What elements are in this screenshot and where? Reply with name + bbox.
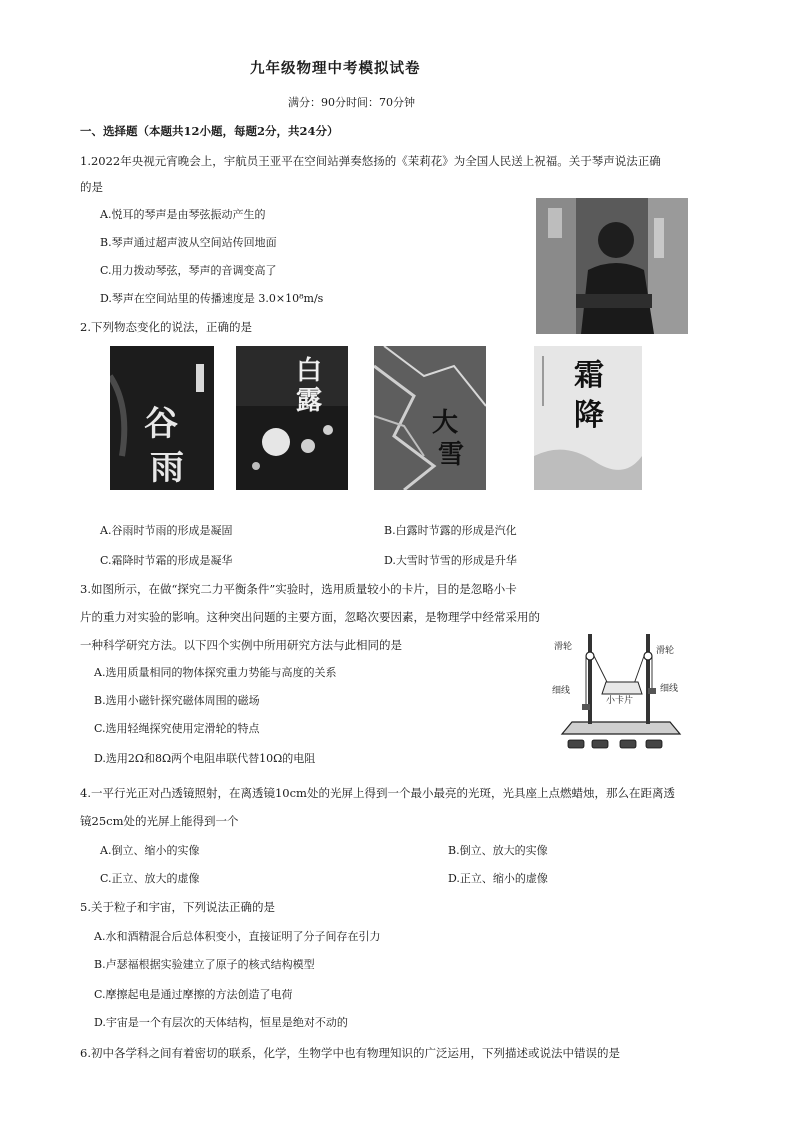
q2-image-shuangjiang (534, 346, 642, 490)
q4-option-a: A.倒立、缩小的实像 (100, 844, 200, 857)
q3-option-d: D.选用2Ω和8Ω两个电阻串联代替10Ω的电阻 (94, 752, 316, 765)
q2-option-b: B.白露时节露的形成是汽化 (384, 524, 517, 537)
q1-stem-line1: 1.2022年央视元宵晚会上，宇航员王亚平在空间站弹奏悠扬的《茉莉花》为全国人民送上祝福。关于琴声说法正确 (80, 154, 661, 168)
q4-stem-line1: 4.一平行光正对凸透镜照射，在离透镜10cm处的光屏上得到一个最小最亮的光斑，光具座上点燃蜡烛，那么在距离透 (80, 786, 675, 800)
q2-image-daxue-char2: 雪 (438, 440, 465, 470)
q3-label-pulley-left: 滑轮 (554, 642, 573, 652)
q3-option-c: C.选用轻绳探究使用定滑轮的特点 (94, 722, 260, 735)
q5-option-b: B.卢瑟福根据实验建立了原子的核式结构模型 (94, 958, 315, 971)
q3-option-a: A.选用质量相同的物体探究重力势能与高度的关系 (94, 666, 337, 679)
q3-stem-line2: 片的重力对实验的影响。这种突出问题的主要方面，忽略次要因素，是物理学中经常采用的 (80, 610, 540, 624)
section-heading: 一、选择题（本题共12小题，每题2分，共24分） (80, 124, 339, 138)
q3-label-string-right: 细线 (660, 684, 679, 694)
q2-image-guyu-char2: 雨 (150, 448, 184, 488)
q3-label-card: 小卡片 (606, 696, 634, 706)
q3-stem-line3: 一种科学研究方法。以下四个实例中所用研究方法与此相同的是 (80, 638, 402, 652)
q5-option-c: C.摩擦起电是通过摩擦的方法创造了电荷 (94, 988, 293, 1001)
q2-image-daxue (374, 346, 486, 490)
q4-option-c: C.正立、放大的虚像 (100, 872, 200, 885)
q2-image-guyu (110, 346, 214, 490)
q3-stem-line1: 3.如图所示，在做“探究二力平衡条件”实验时，选用质量较小的卡片，目的是忽略小卡 (80, 582, 517, 596)
q4-option-d: D.正立、缩小的虚像 (448, 872, 548, 885)
q1-stem-line2: 的是 (80, 180, 103, 194)
page-title: 九年级物理中考模拟试卷 (250, 60, 421, 77)
q2-image-shuangjiang-char2: 降 (574, 398, 604, 433)
q1-astronaut-photo (536, 198, 688, 334)
q2-image-shuangjiang-char1: 霜 (574, 358, 604, 393)
q5-option-a: A.水和酒精混合后总体积变小，直接证明了分子间存在引力 (94, 930, 381, 943)
q1-option-a: A.悦耳的琴声是由琴弦振动产生的 (100, 208, 266, 221)
q5-option-d: D.宇宙是一个有层次的天体结构，恒星是绝对不动的 (94, 1016, 348, 1029)
q3-label-pulley-right: 滑轮 (656, 646, 675, 656)
q4-option-b: B.倒立、放大的实像 (448, 844, 548, 857)
q2-option-d: D.大雪时节雪的形成是升华 (384, 554, 517, 567)
q2-image-guyu-char1: 谷 (144, 404, 178, 444)
q2-image-bailu-char2: 露 (296, 386, 323, 416)
q5-stem: 5.关于粒子和宇宙，下列说法正确的是 (80, 900, 275, 914)
q2-option-a: A.谷雨时节雨的形成是凝固 (100, 524, 233, 537)
q1-option-b: B.琴声通过超声波从空间站传回地面 (100, 236, 277, 249)
q2-image-daxue-char1: 大 (432, 408, 459, 438)
q1-option-c: C.用力拨动琴弦，琴声的音调变高了 (100, 264, 277, 277)
q2-image-bailu-char1: 白 (296, 356, 323, 386)
q2-option-c: C.霜降时节霜的形成是凝华 (100, 554, 233, 567)
q2-image-bailu (236, 346, 348, 490)
exam-subtitle: 满分：90分时间：70分钟 (288, 96, 415, 109)
q3-option-b: B.选用小磁针探究磁体周围的磁场 (94, 694, 260, 707)
q3-apparatus-figure (550, 626, 690, 754)
q2-stem: 2.下列物态变化的说法，正确的是 (80, 320, 252, 334)
q3-label-string-left: 细线 (552, 686, 571, 696)
q6-stem: 6.初中各学科之间有着密切的联系，化学，生物学中也有物理知识的广泛运用，下列描述或说法中错误的是 (80, 1046, 620, 1060)
q4-stem-line2: 镜25cm处的光屏上能得到一个 (80, 814, 239, 828)
q1-option-d: D.琴声在空间站里的传播速度是 3.0×10⁸m/s (100, 292, 324, 305)
